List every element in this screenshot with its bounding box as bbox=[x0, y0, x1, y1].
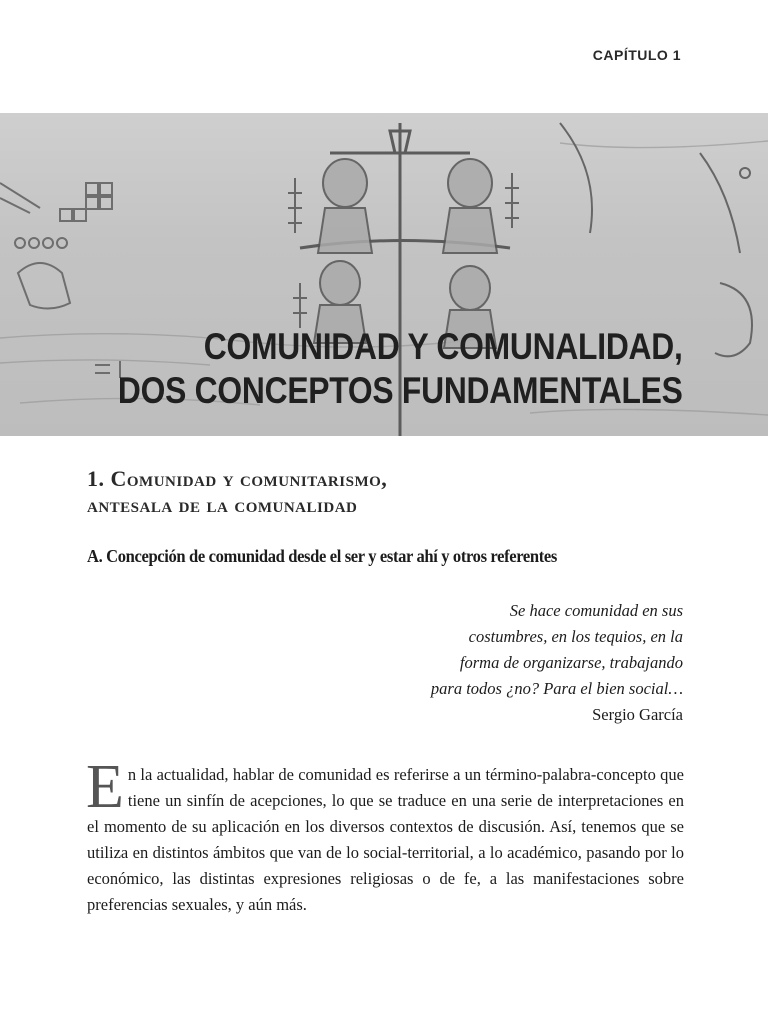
body-paragraph-text: n la actualidad, hablar de comunidad es referirse a un término-palabra-concepto que tiene un sinfín de acepciones, lo que se traduce en una serie de interpretaciones en el momento de su aplicación en los diversos contextos de discusión. Así, tenemos que se utiliza en distintos ámbitos que van de lo social-territorial, a lo académico, pasando por lo económico, las distintas expresiones religiosas o de fe, a las manifestaciones sobre preferencias sexuales, y aún más. bbox=[87, 765, 684, 914]
section-heading-line-1: 1. Comunidad y comunitarismo, bbox=[87, 466, 388, 491]
epigraph-author: Sergio García bbox=[592, 705, 683, 724]
epigraph-line: costumbres, en los tequios, en la bbox=[468, 627, 683, 646]
chapter-title-line-2: DOS CONCEPTOS FUNDAMENTALES bbox=[118, 370, 683, 411]
section-heading-line-2: antesala de la comunalidad bbox=[87, 492, 358, 517]
body-paragraph bbox=[86, 753, 684, 918]
chapter-title-line-1: COMUNIDAD Y COMUNALIDAD, bbox=[204, 326, 683, 367]
epigraph-line: para todos ¿no? Para el bien social… bbox=[430, 679, 683, 698]
epigraph-line: Se hace comunidad en sus bbox=[509, 601, 683, 620]
section-heading bbox=[87, 466, 387, 518]
subsection-heading: A. Concepción de comunidad desde el ser y estar ahí y otros referentes bbox=[87, 546, 557, 566]
epigraph bbox=[323, 598, 683, 728]
drop-cap: E bbox=[86, 753, 124, 821]
chapter-title bbox=[118, 325, 683, 413]
chapter-label: CAPÍTULO 1 bbox=[592, 47, 681, 63]
chapter-banner bbox=[0, 113, 768, 436]
epigraph-line: forma de organizarse, trabajando bbox=[459, 653, 683, 672]
